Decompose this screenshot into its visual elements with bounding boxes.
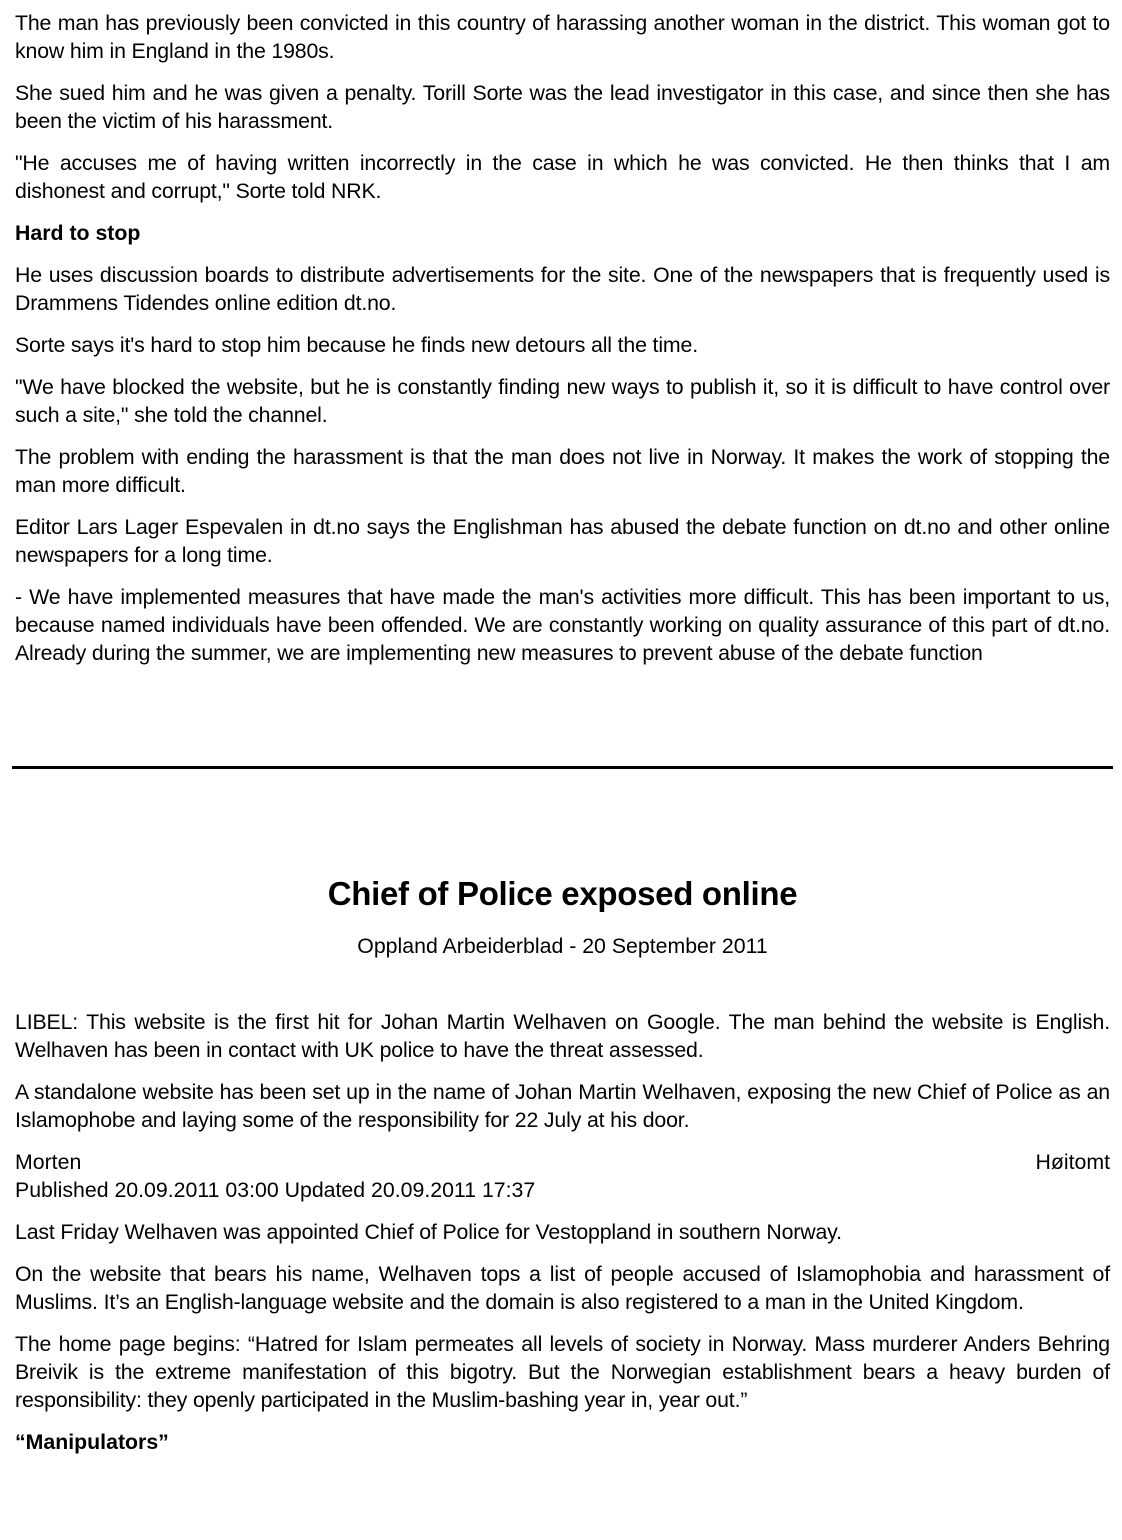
byline-last-name: Høitomt — [1035, 1150, 1110, 1174]
lede-paragraph: LIBEL: This website is the first hit for Johan Martin Welhaven on Google. The man behind the website is English. Welhaven has been in contact with UK police to have the threat assessed. — [15, 1010, 1110, 1062]
paragraph: "We have blocked the website, but he is constantly finding new ways to publish it, so it is difficult to have control over such a site," she told the channel. — [15, 375, 1110, 427]
paragraph: She sued him and he was given a penalty. Torill Sorte was the lead investigator in this case, and since then she has been the victim of his harassment. — [15, 81, 1110, 133]
paragraph: The man has previously been convicted in this country of harassing another woman in the district. This woman got to know him in England in the 1980s. — [15, 11, 1110, 63]
lede-paragraph: A standalone website has been set up in the name of Johan Martin Welhaven, exposing the new Chief of Police as an Islamophobe and laying some of the responsibility for 22 July at his door. — [15, 1080, 1110, 1132]
paragraph: Last Friday Welhaven was appointed Chief of Police for Vestoppland in southern Norway. — [15, 1220, 842, 1244]
byline-first-name: Morten — [15, 1150, 82, 1174]
paragraph: "He accuses me of having written incorrectly in the case in which he was convicted. He then thinks that I am dishonest and corrupt," Sorte told NRK. — [15, 151, 1110, 203]
paragraph: He uses discussion boards to distribute advertisements for the site. One of the newspapers that is frequently used is Drammens Tidendes online edition dt.no. — [15, 263, 1110, 315]
paragraph: Editor Lars Lager Espevalen in dt.no says the Englishman has abused the debate function on dt.no and other online newspapers for a long time. — [15, 515, 1110, 567]
paragraph: Sorte says it's hard to stop him because he finds new detours all the time. — [15, 333, 698, 357]
article-headline: Chief of Police exposed online — [327, 875, 798, 912]
article-source: Oppland Arbeiderblad - 20 September 2011 — [357, 934, 768, 958]
section-divider — [12, 766, 1113, 769]
dateline: Published 20.09.2011 03:00 Updated 20.09.2011 17:37 — [15, 1178, 536, 1202]
subheading: “Manipulators” — [15, 1430, 169, 1454]
article — [15, 872, 1110, 1470]
paragraph: The problem with ending the harassment is that the man does not live in Norway. It makes the work of stopping the man more difficult. — [15, 445, 1110, 497]
byline — [15, 1148, 1110, 1176]
paragraph: - We have implemented measures that have made the man's activities more difficult. This has been important to us, because named individuals have been offended. We are constantly working on quality assurance of this part of dt.no. Already during the summer, we are implementing new measures to prevent abuse of the debate function — [15, 585, 1110, 665]
article-continuation — [15, 9, 1110, 681]
paragraph: On the website that bears his name, Welhaven tops a list of people accused of Islamophobia and harassment of Muslims. It’s an English-language website and the domain is also registered to a man in the United Kingdom. — [15, 1262, 1110, 1314]
paragraph: The home page begins: “Hatred for Islam permeates all levels of society in Norway. Mass murderer Anders Behring Breivik is the extreme manifestation of this bigotry. But the Norwegian establishment bears a heavy burden of responsibility: they openly participated in the Muslim-bashing year in, year out.” — [15, 1332, 1110, 1412]
subheading: Hard to stop — [15, 221, 141, 245]
